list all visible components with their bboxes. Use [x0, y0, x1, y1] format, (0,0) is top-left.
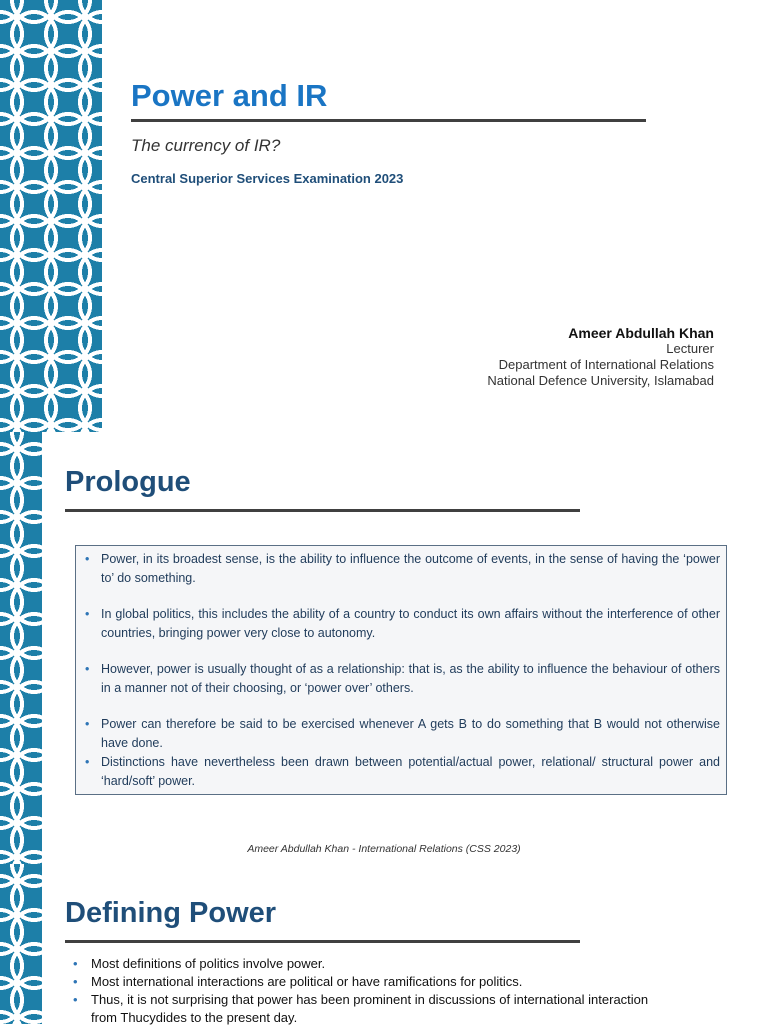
list-item: • Most definitions of politics involve power.	[70, 955, 670, 973]
title-underline	[65, 940, 580, 943]
list-item: • Power can therefore be said to be exercised whenever A gets B to do something that B would not otherwise have done.	[82, 715, 720, 753]
author-role: Lecturer	[666, 341, 714, 356]
exam-label: Central Superior Services Examination 2023	[131, 171, 404, 186]
author-name: Ameer Abdullah Khan	[568, 325, 714, 341]
slide-title: Prologue	[65, 466, 191, 498]
author-institution: National Defence University, Islamabad	[487, 373, 714, 388]
title-underline	[65, 509, 580, 512]
bullet-list	[70, 955, 670, 1027]
slide-subtitle: The currency of IR?	[131, 136, 281, 155]
author-block	[487, 325, 714, 389]
list-item: • Distinctions have nevertheless been drawn between potential/actual power, relational/ structural power and ‘hard/soft’ power.	[82, 753, 720, 791]
list-item: • However, power is usually thought of as a relationship: that is, as the ability to influence the behaviour of others in a manner not of their choosing, or ‘power over’ others.	[82, 660, 720, 698]
bullet-box	[75, 545, 727, 795]
slide-footer: Ameer Abdullah Khan - International Relations (CSS 2023)	[247, 843, 521, 855]
slide-title: Power and IR	[131, 78, 328, 113]
list-item: • In global politics, this includes the ability of a country to conduct its own affairs without the interference of other countries, bringing power very close to autonomy.	[82, 605, 720, 643]
title-underline	[131, 119, 646, 122]
bullet-list	[82, 550, 720, 791]
decorative-pattern	[0, 0, 102, 432]
author-department: Department of International Relations	[498, 357, 714, 372]
slide-title: Defining Power	[65, 897, 277, 929]
list-item: • Power, in its broadest sense, is the ability to influence the outcome of events, in the sense of having the ‘power to’ do something.	[82, 550, 720, 588]
decorative-pattern	[0, 432, 42, 864]
decorative-pattern	[0, 864, 42, 1024]
list-item: • Thus, it is not surprising that power has been prominent in discussions of international interaction from Thucydides to the present day.	[70, 991, 670, 1027]
list-item: • Most international interactions are political or have ramifications for politics.	[70, 973, 670, 991]
